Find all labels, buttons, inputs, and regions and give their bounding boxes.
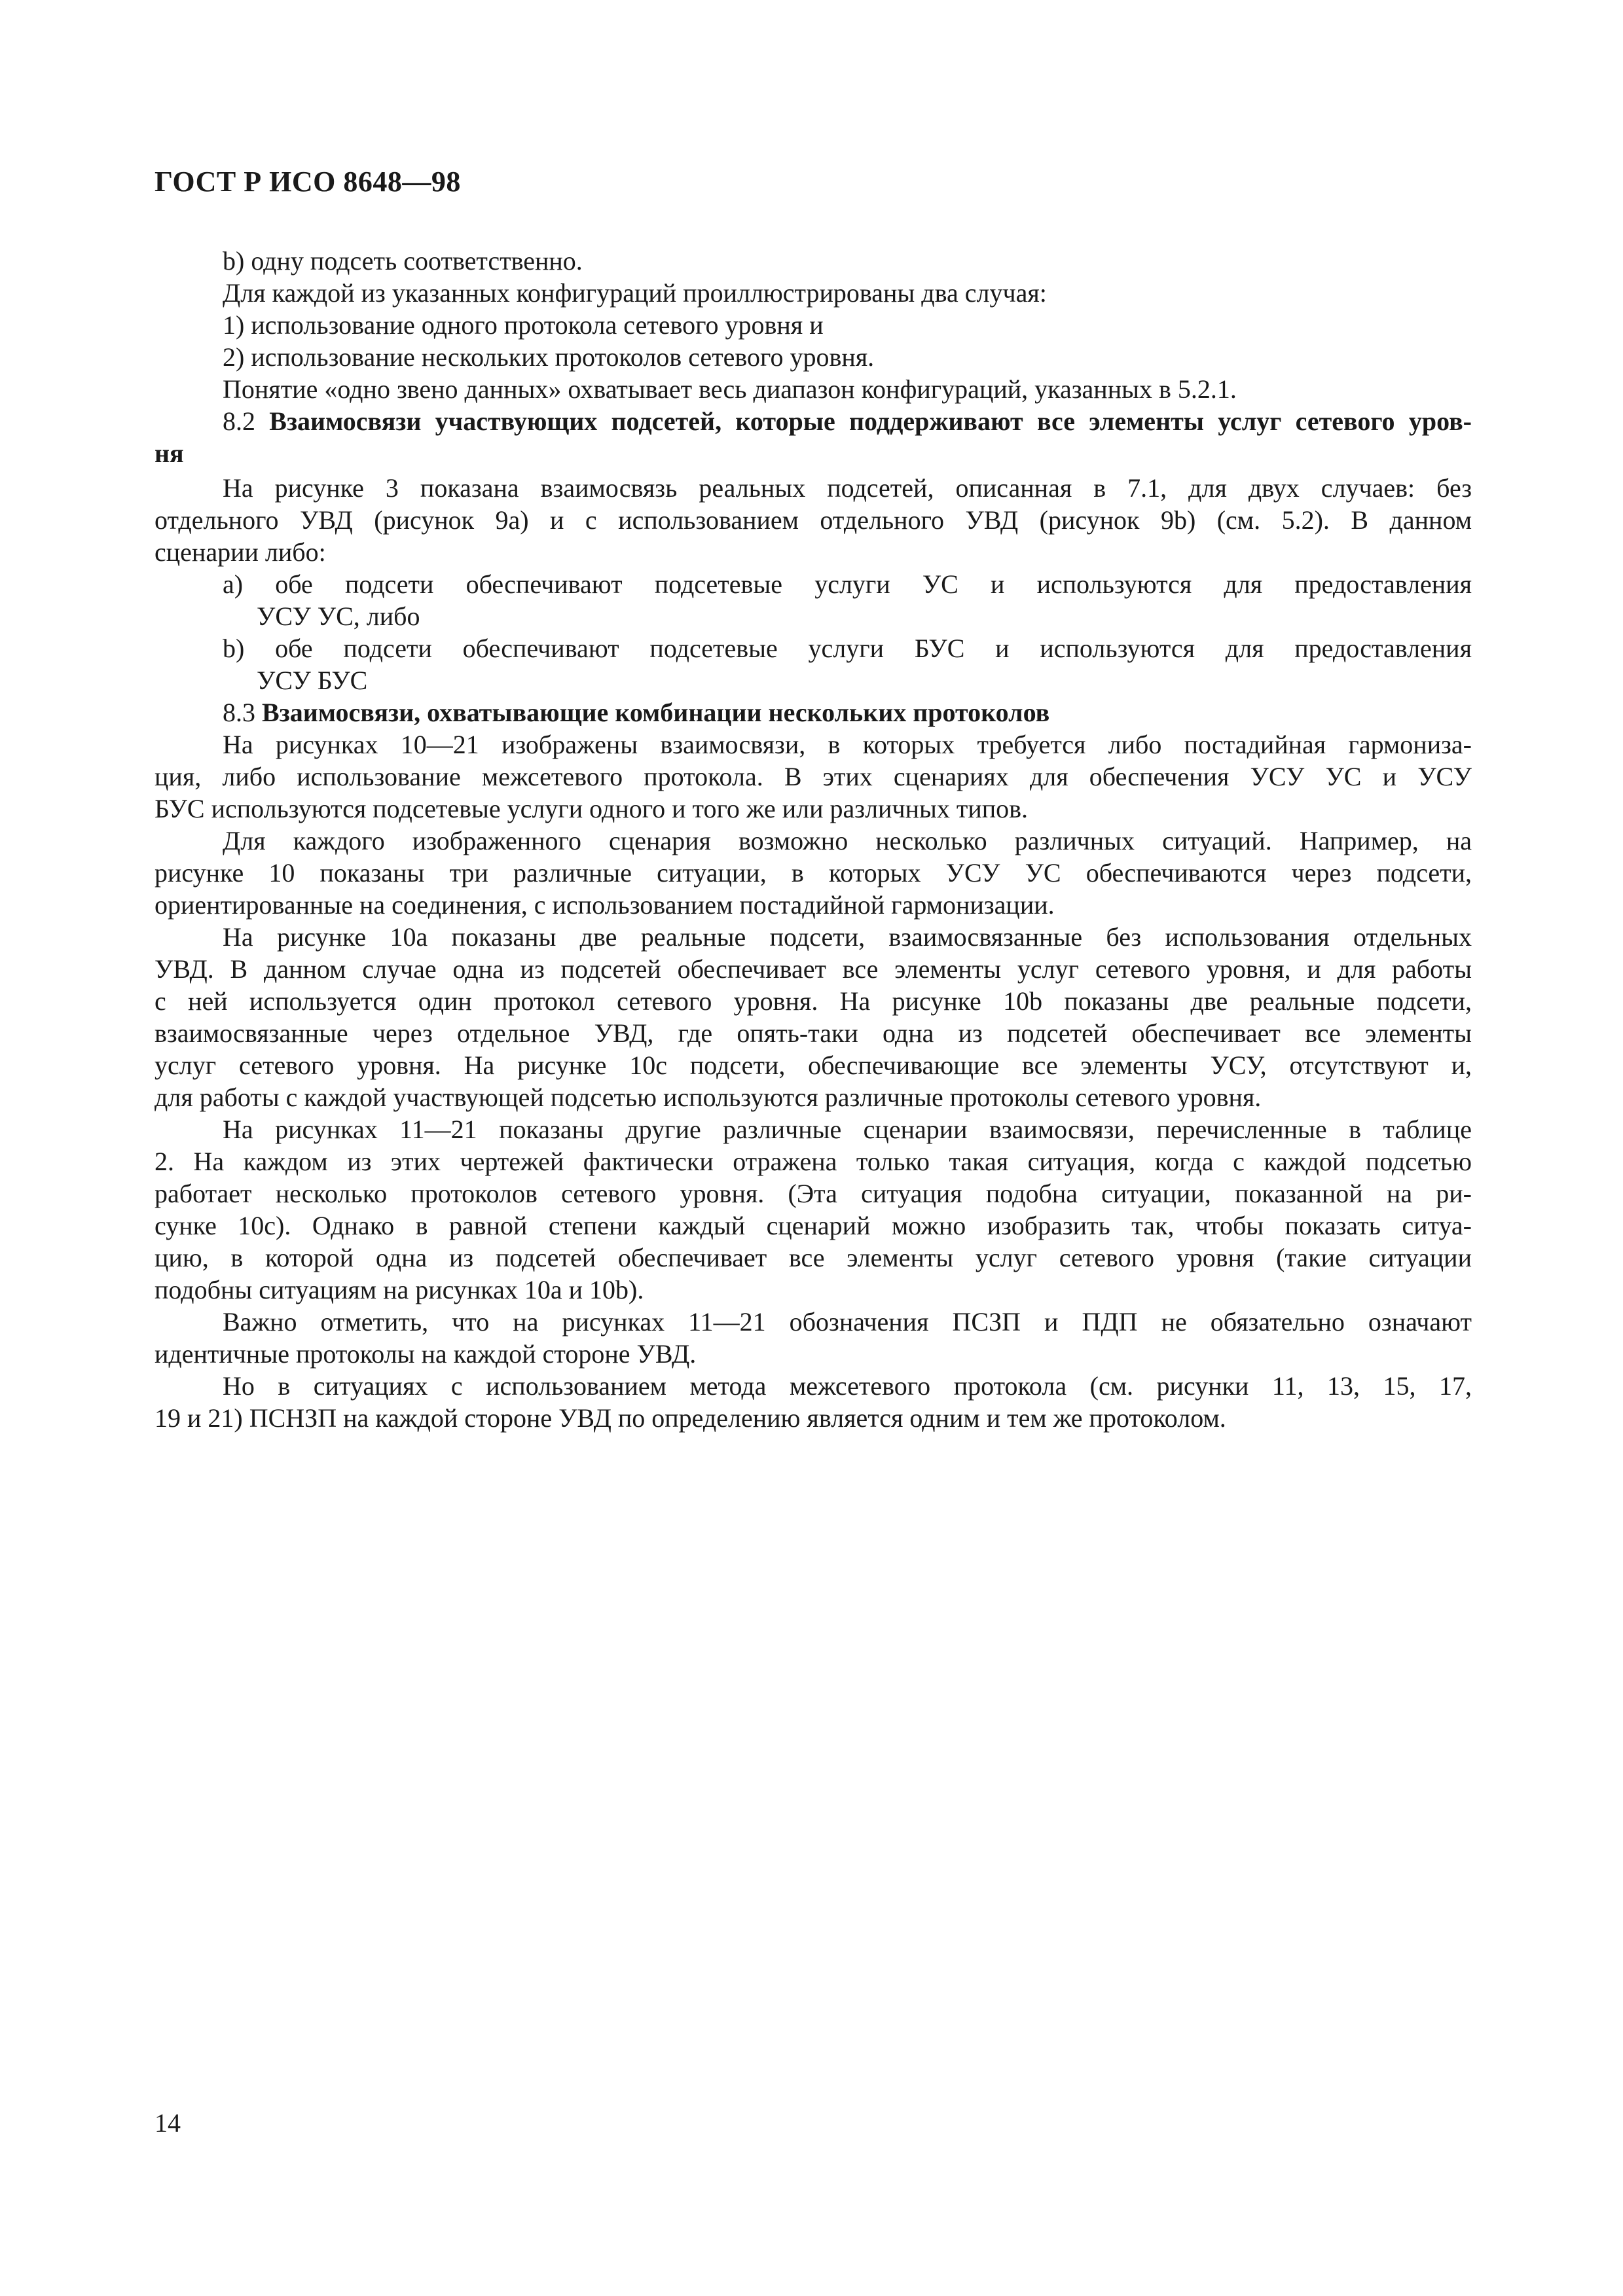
text-line: На рисунках 10—21 изображены взаимосвязи, в которых требуется либо постадийная гармониза- bbox=[223, 730, 1472, 759]
document-header: ГОСТ Р ИСО 8648—98 bbox=[155, 166, 461, 198]
section-heading-continuation bbox=[155, 438, 1472, 469]
section-title-end: ня bbox=[155, 439, 184, 468]
text-line: Для каждой из указанных конфигураций проиллюстрированы два случая: bbox=[223, 278, 1047, 308]
text-line: На рисунке 3 показана взаимосвязь реальных подсетей, описанная в 7.1, для двух случаев: без bbox=[223, 473, 1472, 503]
text-line: ориентированные на соединения, с использованием постадийной гармонизации. bbox=[155, 890, 1055, 920]
list-item-a-cont: УСУ УС, либо bbox=[257, 601, 420, 631]
section-title: Взаимосвязи, охватывающие комбинации нескольких протоколов bbox=[262, 698, 1050, 727]
text-line: УВД. В данном случае одна из подсетей обеспечивает все элементы услуг сетевого уровня, и для работы bbox=[155, 954, 1472, 984]
text-line: отдельного УВД (рисунок 9a) и с использованием отдельного УВД (рисунок 9b) (см. 5.2). В данном bbox=[155, 505, 1472, 535]
section-number: 8.2 bbox=[223, 406, 255, 436]
section-heading-8-2 bbox=[223, 406, 1472, 437]
text-line: подобны ситуациям на рисунках 10a и 10b). bbox=[155, 1275, 644, 1304]
text-line: Но в ситуациях с использованием метода межсетевого протокола (см. рисунки 11, 13, 15, 17, bbox=[223, 1371, 1472, 1401]
text-line: цию, в которой одна из подсетей обеспечивает все элементы услуг сетевого уровня (такие ситуации bbox=[155, 1243, 1472, 1272]
text-line: сунке 10c). Однако в равной степени каждый сценарий можно изобразить так, чтобы показать ситуа- bbox=[155, 1211, 1472, 1240]
text-line: Понятие «одно звено данных» охватывает весь диапазон конфигураций, указанных в 5.2.1. bbox=[223, 374, 1237, 404]
text-line: 2) использование нескольких протоколов сетевого уровня. bbox=[223, 342, 875, 372]
text-line: На рисунке 10a показаны две реальные подсети, взаимосвязанные без использования отдельных bbox=[223, 922, 1472, 952]
text-line: взаимосвязанные через отдельное УВД, где опять-таки одна из подсетей обеспечивает все элементы bbox=[155, 1018, 1472, 1048]
text-line: для работы с каждой участвующей подсетью используются различные протоколы сетевого уровня. bbox=[155, 1083, 1262, 1112]
text-line: идентичные протоколы на каждой стороне УВД. bbox=[155, 1339, 697, 1369]
text-line: На рисунках 11—21 показаны другие различные сценарии взаимосвязи, перечисленные в таблице bbox=[223, 1115, 1472, 1144]
list-item-b: b) обе подсети обеспечивают подсетевые услуги БУС и используются для предоставления bbox=[223, 634, 1472, 663]
section-heading-8-3 bbox=[223, 697, 1472, 728]
section-title: Взаимосвязи участвующих подсетей, которые поддерживают все элементы услуг сетевого уров- bbox=[269, 406, 1472, 436]
text-line: Для каждого изображенного сценария возможно несколько различных ситуаций. Например, на bbox=[223, 826, 1472, 855]
text-line: ция, либо использование межсетевого протокола. В этих сценариях для обеспечения УСУ УС и УСУ bbox=[155, 762, 1472, 791]
text-line: 2. На каждом из этих чертежей фактически отражена только такая ситуация, когда с каждой подсетью bbox=[155, 1147, 1472, 1176]
text-line: 1) использование одного протокола сетевого уровня и bbox=[223, 310, 824, 340]
text-line: с ней используется один протокол сетевого уровня. На рисунке 10b показаны две реальные подсети, bbox=[155, 986, 1472, 1016]
text-line: 19 и 21) ПСНЗП на каждой стороне УВД по определению является одним и тем же протоколом. bbox=[155, 1403, 1226, 1433]
page-number: 14 bbox=[155, 2108, 181, 2138]
text-line: работает несколько протоколов сетевого уровня. (Эта ситуация подобна ситуации, показанной на ри- bbox=[155, 1179, 1472, 1208]
text-line: сценарии либо: bbox=[155, 537, 326, 567]
section-number: 8.3 bbox=[223, 698, 255, 727]
text-line: рисунке 10 показаны три различные ситуации, в которых УСУ УС обеспечиваются через подсети, bbox=[155, 858, 1472, 888]
text-line: b) одну подсеть соответственно. bbox=[223, 246, 583, 276]
text-line: Важно отметить, что на рисунках 11—21 обозначения ПСЗП и ПДП не обязательно означают bbox=[223, 1307, 1472, 1336]
list-item-b-cont: УСУ БУС bbox=[257, 666, 368, 695]
text-line: БУС используются подсетевые услуги одного и того же или различных типов. bbox=[155, 794, 1029, 823]
list-item-a: a) обе подсети обеспечивают подсетевые услуги УС и используются для предоставления bbox=[223, 569, 1472, 599]
text-line: услуг сетевого уровня. На рисунке 10c подсети, обеспечивающие все элементы УСУ, отсутствуют и, bbox=[155, 1050, 1472, 1080]
